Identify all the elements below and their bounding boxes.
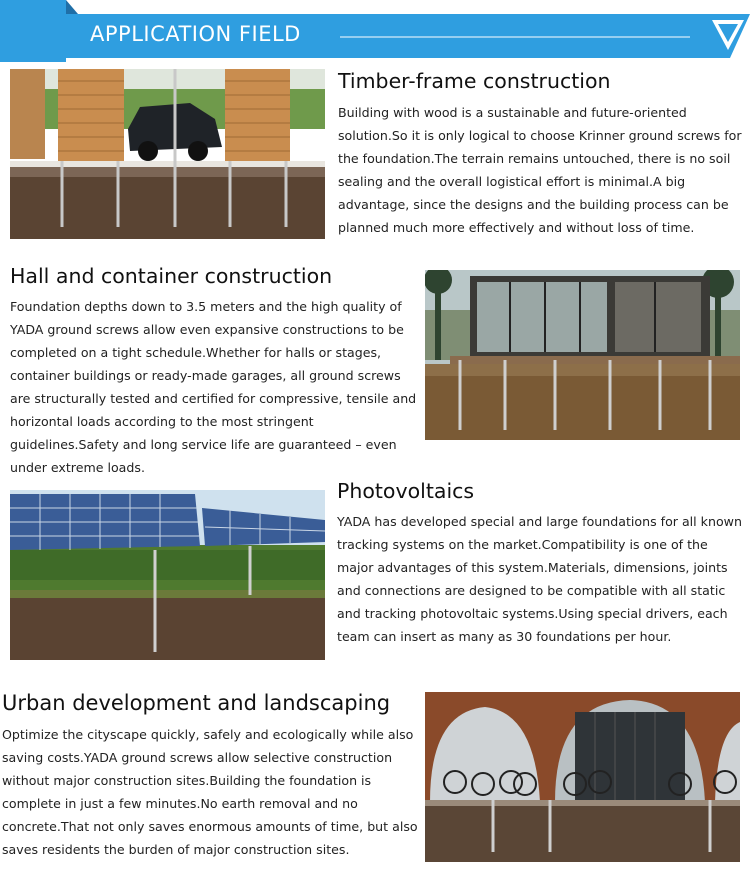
section-body-photovoltaics: YADA has developed special and large foundations for all known tracking systems on the market.Compatibility is one of the major advantages of this system.Materials, dimensions, joints and connections are designed to be compatible with all static and tracking photovoltaic systems.Using special drivers, each team can insert as many as 30 foundations per hour.	[337, 514, 742, 644]
section-heading-photovoltaics: Photovoltaics	[337, 479, 475, 503]
section-heading-urban: Urban development and landscaping	[2, 691, 391, 715]
section-heading-timber: Timber-frame construction	[338, 69, 611, 93]
section-heading-hall: Hall and container construction	[10, 264, 333, 288]
section-body-urban: Optimize the cityscape quickly, safely and ecologically while also saving costs.YADA ground screws allow selective construction without major construction sites.Building the foundation is complete in just a few minutes.No earth removal and no concrete.That not only saves enormous amounts of time, but also saves residents the burden of major construction sites.	[2, 727, 418, 857]
section-banner	[0, 0, 750, 62]
photovoltaics-image	[10, 490, 325, 660]
page-title: APPLICATION FIELD	[90, 22, 301, 46]
section-body-hall: Foundation depths down to 3.5 meters and the high quality of YADA ground screws allow even expansive constructions to be completed on a tight schedule.Whether for halls or stages, container buildings or ready-made garages, all ground screws are structurally tested and certified for compressive, tensile and horizontal loads according to the most stringent guidelines.Safety and long service life are guaranteed – even under extreme loads.	[10, 299, 417, 475]
container-building-image	[425, 270, 740, 440]
timber-frame-image	[10, 69, 325, 239]
bike-shelter-image	[425, 692, 740, 862]
section-body-timber: Building with wood is a sustainable and future-oriented solution.So it is only logical to choose Krinner ground screws for the foundation.The terrain remains untouched, there is no soil sealing and the overall logistical effort is minimal.A big advantage, since the designs and the building process can be planned much more effectively and without loss of time.	[338, 105, 742, 235]
